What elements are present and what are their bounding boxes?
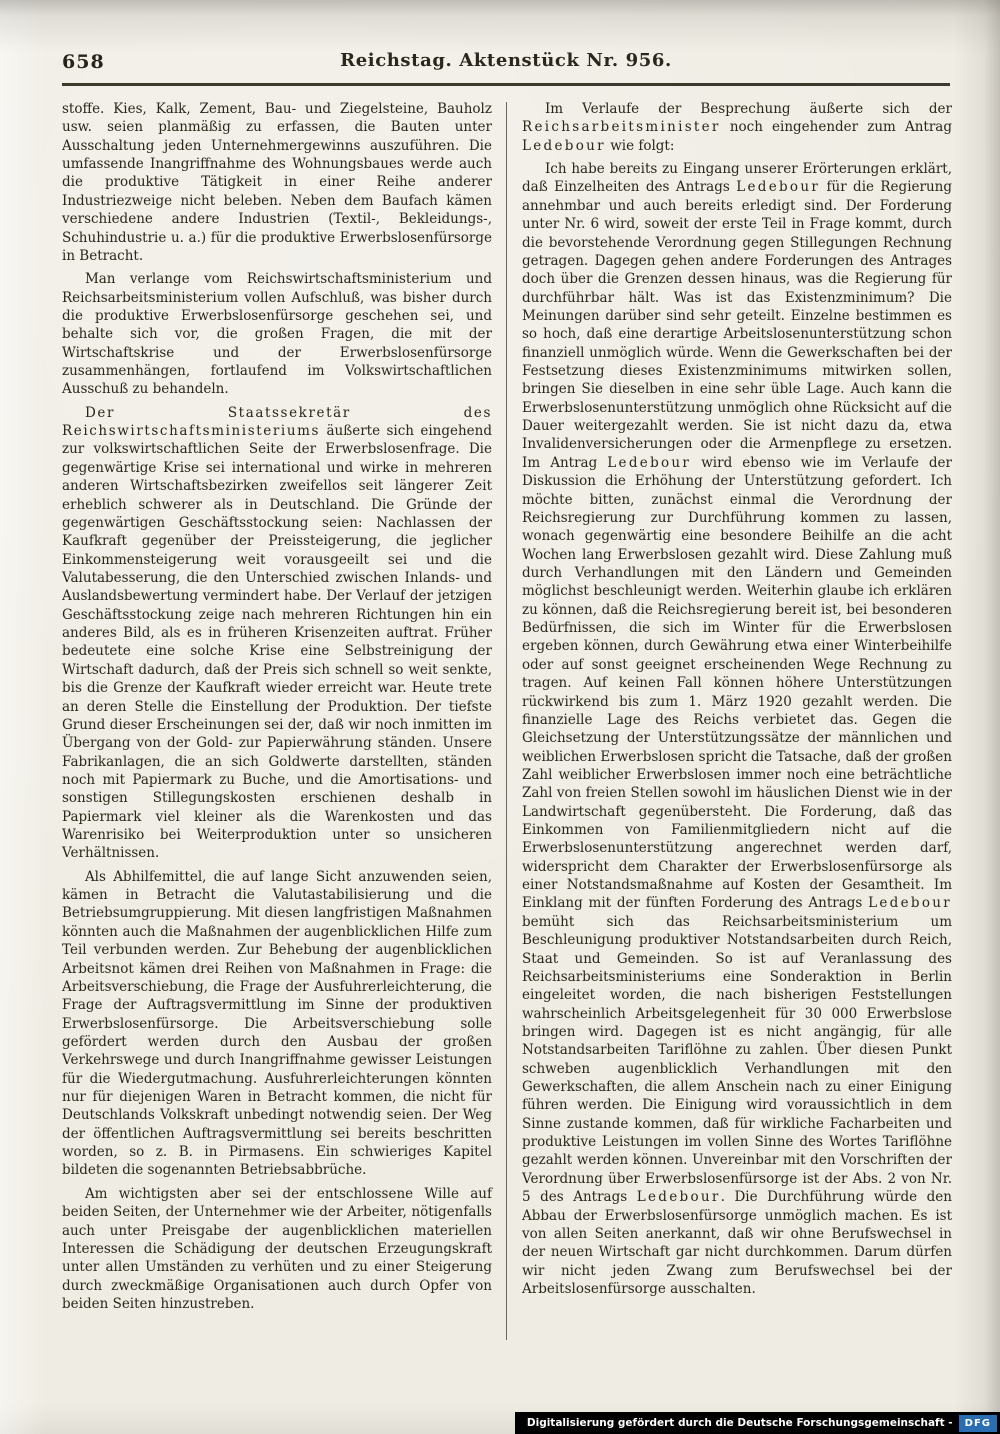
header-rule xyxy=(62,83,950,86)
paragraph-text: bemüht sich das Reichsarbeitsministerium um Beschleunigung produktiver Notstandsarbeiten durch Reich, Staat und Gemeinden. So ist auf Veranlassung des Reichsarbeitsministeriums eine Sonderaktion in Berlin eingeleitet worden, die nach bisherigen Feststellungen wahrscheinlich Arbeitsgelegenheit für 30 000 Erwerbslose bringen wird. Dagegen ist es nicht angängig, für alle Notstandsarbeiten Tariflöhne zu zahlen. Über diesen Punkt schweben augenblicklich Verhandlungen mit den Gewerkschaften, die allem Anschein nach zu einer Einigung führen werden. Die Einigung wird voraussichtlich in dem Sinne zustande kommen, daß für wirkliche Facharbeiten und produktive Leistungen im vollen Sinne des Wortes Tariflöhne gezahlt werden können. Unvereinbar mit den Vorschriften der Verordnung über Erwerbslosenfürsorge ist der Abs. 2 von Nr. 5 des Antrags xyxy=(522,913,952,1206)
digitization-credit: Digitalisierung gefördert durch die Deutsche Forschungsgemeinschaft - xyxy=(526,1417,953,1429)
paragraph: Am wichtigsten aber sei der entschlossene Wille auf beiden Seiten, der Unternehmer wie der Arbeiter, nötigenfalls auch unter Preisgabe der augenblicklichen materiellen Interessen die Schädigung der deutschen Erzeugungskraft unter allen Umständen zu verhüten und zu einer Steigerung durch zweckmäßige Organisationen auch durch Opfer von beiden Seiten hinzustreben. xyxy=(62,1185,492,1312)
document-title: Reichstag. Aktenstück Nr. 956. xyxy=(340,50,672,71)
spaced-text: Ledebour xyxy=(636,1189,721,1206)
paragraph-text: äußerte sich eingehend zur volkswirtschaftlichen Seite der Erwerbslosenfrage. Die gegenwärtige Krise sei international und wirke in mehreren anderen Wirtschaftsbezirken zweifellos seit längerer Zeit erheblich schwerer als in Deutschland. Die Gründe der gegenwärtigen Geschäftsstockung seien: Nachlassen der Kaufkraft gegenüber der Preissteigerung, die jeglicher Einkommensteigerung weit vorausgeeilt sei und die Valutabesserung, die den Unterschied zwischen Inlands- und Auslandsbewertung vermindert habe. Der Verlauf der jetzigen Geschäftsstockung zeige nach mehreren Richtungen hin ein anderes Bild, als es in früheren Krisenzeiten auftrat. Früher bedeutete eine solche Krise eine Selbstreinigung der Wirtschaft dadurch, daß der Preis sich schnell so weit senkte, bis die Grenze der Kaufkraft wieder erreicht war. Heute trete an deren Stelle die Einstellung der Produktion. Der tiefste Grund dieser Erscheinungen sei der, daß wir noch inmitten im Übergang von der Gold- zur Papierwährung ständen. Unsere Fabrikanlagen, die an sich Goldwerte darstellten, ständen noch mit Papiermark zu Buche, und die Amortisations- und sonstigen Stillegungskosten erschienen deshalb in Papiermark viel kleiner als die Warenkosten und das Warenrisiko bei Weiterproduktion unter so unsicheren Verhältnissen. xyxy=(62,423,492,862)
text-columns xyxy=(62,100,952,1340)
spaced-text: Ledebour xyxy=(607,454,692,471)
paragraph xyxy=(522,160,952,1298)
paragraph-text: wie folgt: xyxy=(605,137,675,154)
spaced-text: Reichsarbeitsminister xyxy=(522,119,721,136)
digitization-bar xyxy=(515,1412,1000,1434)
paragraph-text: Ich habe bereits zu Eingang unserer Erörterungen erklärt, daß Einzelheiten des Antrags xyxy=(522,161,952,196)
spaced-text: Der Staatssekretär des Reichswirtschaftsministeriums xyxy=(62,404,492,440)
spaced-text: Ledebour xyxy=(522,137,606,154)
spaced-text: Ledebour xyxy=(736,179,821,196)
paragraph: Als Abhilfemittel, die auf lange Sicht anzuwenden seien, kämen in Betracht die Valutastabilisierung und die Betriebsumgruppierung. Mit diesen langfristigen Maßnahmen könnten auch die Maßnahmen der augenblicklichen Hilfe zum Teil verbunden werden. Zur Behebung der augenblicklichen Arbeitsnot kämen drei Reihen von Maßnahmen in Frage: die Arbeitsverschiebung, die Frage der Ausfuhrerleichterung, die Frage der Auftragsvermittlung im Sinne der produktiven Erwerbslosenfürsorge. Die Arbeitsverschiebung solle gefördert werden durch den Ausbau der großen Verkehrswege und durch Inangriffnahme gewisser Leistungen für die Wiedergutmachung. Ausfuhrerleichterungen könnten nur für diejenigen Waren in Betracht kommen, die nicht für Deutschlands Volkskraft unbedingt notwendig seien. Der Weg der öffentlichen Auftragsvermittlung sei bereits beschritten worden, so z. B. in Pirmasens. Ein schwieriges Kapitel bildeten die sogenannten Betriebsabbrüche. xyxy=(62,868,492,1179)
page-header xyxy=(62,50,950,76)
paragraph: Man verlange vom Reichswirtschaftsministerium und Reichsarbeitsministerium vollen Aufschluß, was bisher durch die produktive Erwerbslosenfürsorge geschehen sei, und behalte sich vor, die großen Fragen, die mit der Wirtschaftskrise und der Erwerbslosenfürsorge zusammenhängen, fortlaufend im Volkswirtschaftlichen Ausschuß zu behandeln. xyxy=(62,271,492,398)
paragraph-text: . Die Durchführung würde den Abbau der Erwerbslosenfürsorge unmöglich machen. Es ist von allen Seiten anerkannt, daß wir ohne Berufswechsel in der neuen Wirtschaft gar nicht durchkommen. Darum dürfen wir nicht jeden Zwang zum Berufswechsel bei der Arbeitslosenfürsorge ausschalten. xyxy=(522,1189,952,1297)
paragraph-text: für die Regierung annehmbar und auch bereits erledigt sind. Der Forderung unter Nr. 6 wird, soweit der erste Teil in Frage kommt, durch die bevorstehende Verordnung gegen Stillegungen Rechnung getragen. Dagegen gehen andere Forderungen des Antrages doch über die Grenzen dessen hinaus, was die Regierung für durchführbar hält. Was ist das Existenzminimum? Die Meinungen darüber sind sehr geteilt. Einzelne bestimmen es so hoch, daß eine derartige Arbeitslosenunterstützung schon finanziell unmöglich würde. Wenn die Gewerkschaften bei der Festsetzung dieses Existenzminimums mitwirken sollen, bringen Sie dieselben in eine sehr üble Lage. Auch kann die Erwerbslosenunterstützung unmöglich ohne Rücksicht auf die Dauer weitergezahlt werden. Sie ist nicht dazu da, etwa Invalidenversicherungen oder die Armenpflege zu ersetzen. Im Antrag xyxy=(522,179,952,471)
page-number: 658 xyxy=(62,51,105,73)
paragraph xyxy=(522,100,952,155)
paragraph-text: Im Verlaufe der Besprechung äußerte sich der xyxy=(544,101,952,117)
spaced-text: Ledebour xyxy=(868,895,952,912)
paragraph-text: noch eingehender zum Antrag xyxy=(720,119,952,136)
paragraph: stoffe. Kies, Kalk, Zement, Bau- und Ziegelsteine, Bauholz usw. seien planmäßig zu erfassen, die Bauten unter Ausschaltung jeden Unternehmergewinns auszuführen. Die umfassende Inangriffnahme des Wohnungsbaues werde auch die produktive Tätigkeit in einer Reihe anderer Industriezweige nicht beleben. Neben dem Baufach kämen verschiedene andere Industrien (Textil-, Bekleidungs-, Schuhindustrie u. a.) für die produktive Erwerbslosenfürsorge in Betracht. xyxy=(62,101,492,264)
paragraph xyxy=(62,404,492,863)
dfg-logo: DFG xyxy=(959,1415,997,1432)
left-column xyxy=(62,100,506,1340)
right-column xyxy=(507,100,952,1340)
paragraph-text: wird ebenso wie im Verlaufe der Diskussion die Erhöhung der Unterstützung gefordert. Ich möchte bitten, zunächst einmal die Verordnung der Reichsregierung zur Durchführung kommen zu lassen, wonach gegenwärtig eine besondere Beihilfe an die acht Wochen lang Erwerbslosen gezahlt wird. Diese Zahlung muß durch Verhandlungen mit den Ländern und Gemeinden möglichst beschleunigt werden. Weiterhin glaube ich erklären zu können, daß die Reichsregierung bereit ist, bei besonderen Bedürfnissen, die sich im Winter für die Erwerbslosen ergeben können, durch Gewährung etwa einer Winterbeihilfe oder auf sonst geeignet erscheinenden Wege Rechnung zu tragen. Auf keinen Fall können höhere Unterstützungen rückwirkend bis zum 1. März 1920 gezahlt werden. Die finanzielle Lage des Reichs verbietet das. Gegen die Gleichsetzung der Unterstützungssätze der männlichen und weiblichen Erwerbslosen spricht die Tatsache, daß der großen Zahl weiblicher Erwerbslosen immer noch eine beträchtliche Zahl von freien Stellen sowohl im häuslichen Dienst wie in der Landwirtschaft gegenübersteht. Die Forderung, daß das Einkommen von Familienmitgliedern nicht auf die Erwerbslosenunterstützung angerechnet werden darf, widerspricht dem Charakter der Erwerbslosenfürsorge als einer Notstandsmaßnahme auf Kosten der Gesamtheit. Im Einklang mit der fünften Forderung des Antrags xyxy=(522,454,952,912)
